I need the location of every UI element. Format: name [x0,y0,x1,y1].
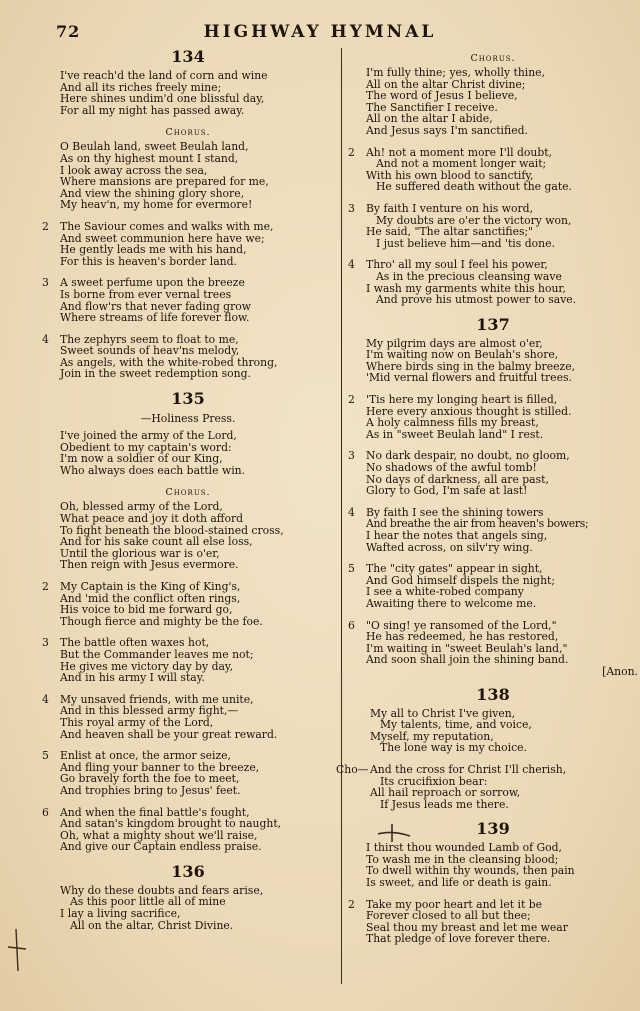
verse-line: And 'mid the conflict often rings, [60,591,241,605]
stanza [348,899,638,945]
verse-line: Ah! not a moment more I'll doubt, [366,145,553,159]
verse-line: Seal thou my breast and let me wear [366,920,568,934]
stanza-number: 3 [348,449,355,463]
verse-line: No dark despair, no doubt, no gloom, [366,449,570,463]
verse-line: Wafted across, on silv'ry wing. [366,540,533,554]
verse-line: He gives me victory day by day, [60,659,234,673]
stanza [42,637,334,683]
verse-line: The Saviour comes and walks with me, [60,219,274,233]
verse-line: Enlist at once, the armor seize, [60,749,231,763]
verse-line: And heaven shall be your great reward. [60,727,278,741]
verse-line: And prove his utmost power to save. [376,293,577,307]
stanza [348,394,638,440]
verse-line: And in this blessed army fight,— [60,704,239,718]
verse-line: Sweet sounds of heav'ns melody, [60,344,240,358]
verse-line: The Sanctifier I receive. [366,100,498,114]
stanza [42,750,334,796]
verse-line: My Captain is the King of King's, [60,580,241,593]
chorus [42,501,334,571]
verse-line: My talents, time, and voice, [380,718,532,732]
verse-line: All on the altar I abide, [366,112,493,126]
verse-line: And flow'rs that never fading grow [60,299,251,313]
stanza-number: 2 [42,219,49,233]
verse-line: I've joined the army of the Lord, [60,429,237,443]
verse-line: A holy calmness fills my breast, [366,416,539,430]
verse-line: A sweet perfume upon the breeze [60,276,245,290]
stanza [348,842,638,888]
verse-line: By faith I venture on his word, [366,201,534,215]
verse-line: By faith I see the shining towers [366,505,544,519]
stanza-number: 2 [348,897,355,911]
stanza [348,507,638,553]
verse-line: I'm now a soldier of our King, [60,452,223,466]
verse-line: And soon shall join the shining band. [366,653,569,667]
stanza [348,450,638,496]
verse-line: All on the altar Christ divine; [366,77,526,91]
verse-line: I've reach'd the land of corn and wine [60,69,268,82]
stanza [42,807,334,853]
verse-line: Oh, blessed army of the Lord, [60,500,223,514]
verse-line: With his own blood to sanctify, [366,168,534,182]
hymn-number: 139 [476,819,510,839]
verse-line: I hear the notes that angels sing, [366,529,548,542]
verse-line: My unsaved friends, with me unite, [60,692,254,706]
verse-line: And in his army I will stay. [60,671,205,685]
chorus-heading: Chorus. [470,53,516,64]
verse-line: To wash me in the cleansing blood; [366,852,559,866]
column-divider [341,48,342,984]
verse-line: He has redeemed, he has restored, [366,630,559,644]
verse-line: The battle often waxes hot, [60,636,210,650]
verse-line: Thro' all my soul I feel his power, [366,258,548,272]
verse-line: And not a moment longer wait; [376,157,547,171]
pencil-mark-icon [4,925,28,975]
verse-line: Forever closed to all but thee; [366,909,531,923]
verse-line: But the Commander leaves me not; [60,647,254,661]
verse-line: As this poor little all of mine [70,895,226,909]
stanza [348,338,638,384]
verse-line: Who always does each battle win. [60,463,246,477]
stanza-number: 3 [42,276,49,290]
stanza [42,885,334,931]
verse-line: "O sing! ye ransomed of the Lord," [366,618,557,632]
verse-line: Oh, what a mighty shout we'll raise, [60,828,258,842]
verse-line: For all my night has passed away. [60,103,245,117]
hymn-number: 137 [476,314,510,334]
verse-line: Glory to God, I'm safe at last! [366,484,528,498]
chorus [348,67,638,137]
verse-line: I wash my garments white this hour, [366,281,566,295]
stanza-number: 6 [42,805,49,819]
verse-line: My all to Christ I've given, [370,706,516,720]
verse-line: I lay a living sacrifice, [60,907,181,921]
verse-line: Here shines undim'd one blissful day, [60,92,265,106]
verse-line: To dwell within thy wounds, then pain [366,864,575,878]
verse-line: Where streams of life forever flow. [60,311,250,325]
verse-line: Awaiting there to welcome me. [366,596,537,610]
hymn-credit: [Anon. [602,664,638,678]
stanza [348,203,638,249]
verse-line: I'm waiting in "sweet Beulah's land," [366,641,568,655]
stanza [42,581,334,627]
verse-line: Is borne from ever vernal trees [60,287,232,301]
verse-line: If Jesus leads me there. [380,797,509,811]
chorus [42,141,334,211]
stanza-number: 5 [348,562,355,576]
stanza [42,694,334,740]
verse-line: Though fierce and mighty be the foe. [60,614,263,628]
stanza-number: 2 [348,145,355,159]
verse-line: Take my poor heart and let it be [366,897,543,911]
verse-line: The zephyrs seem to float to me, [60,332,239,346]
verse-line: I'm fully thine; yes, wholly thine, [366,66,545,79]
stanza-number: 4 [42,692,49,706]
verse-line: His voice to bid me forward go, [60,603,233,617]
chorus [336,762,638,811]
stanza [348,708,638,754]
hymn-number: 136 [171,861,205,881]
verse-line: He suffered death without the gate. [376,180,572,194]
chorus-heading: Chorus. [165,487,211,499]
right-column [336,46,638,955]
verse-line: Where mansions are prepared for me, [60,175,269,189]
verse-line: He gently leads me with his hand, [60,243,247,257]
hymn-author: —Holiness Press. [140,412,236,426]
hymn-number: 138 [476,684,510,704]
verse-line: The "city gates" appear in sight, [366,562,543,576]
verse-line: My pilgrim days are almost o'er, [366,336,543,350]
verse-line: I thirst thou wounded Lamb of God, [366,841,562,855]
stanza-number: 2 [42,580,49,593]
verse-line: For this is heaven's border land. [60,254,237,268]
page-number: 72 [56,22,81,41]
verse-line: My doubts are o'er the victory won, [376,213,572,227]
verse-line: Here every anxious thought is stilled. [366,404,572,418]
verse-line: And fling your banner to the breeze, [60,760,260,774]
verse-line: Go bravely forth the foe to meet, [60,772,240,786]
verse-line: And satan's kingdom brought to naught, [60,817,282,831]
verse-line: Its crucifixion bear: [380,774,488,788]
verse-line: I'm waiting now on Beulah's shore, [366,348,559,362]
pencil-mark-icon [376,822,412,844]
stanza [42,430,334,476]
verse-line: And Jesus says I'm sanctified. [366,123,528,137]
verse-line: I look away across the sea, [60,163,208,177]
verse-line: To fight beneath the blood-stained cross, [60,523,284,537]
verse-line: And view the shining glory shore, [60,186,245,200]
verse-line: All hail reproach or sorrow, [370,786,521,800]
verse-line: And give our Captain endless praise. [60,840,262,854]
verse-line: Where birds sing in the balmy breeze, [366,359,576,373]
stanza-number: 6 [348,618,355,632]
verse-line: As angels, with the white-robed throng, [60,355,278,369]
verse-line: He said, "The altar sanctifies;" [366,225,534,239]
stanza-number: 4 [348,258,355,272]
verse-line: And sweet communion here have we; [60,231,265,245]
verse-line: Obedient to my captain's word: [60,440,232,454]
chorus-label: Cho— [336,762,369,776]
verse-line: As in "sweet Beulah land" I rest. [366,427,544,441]
verse-line: As on thy highest mount I stand, [60,151,239,165]
verse-line: Why do these doubts and fears arise, [60,883,264,897]
stanza [348,563,638,609]
hymn-number: 135 [171,389,205,409]
verse-line: All on the altar, Christ Divine. [70,918,234,932]
stanza [348,620,638,666]
verse-line: O Beulah land, sweet Beulah land, [60,140,249,154]
verse-line: What peace and joy it doth afford [60,512,244,526]
verse-line: Myself, my reputation, [370,729,494,743]
verse-line: 'Mid vernal flowers and fruitful trees. [366,371,572,385]
verse-line: 'Tis here my longing heart is filled, [366,393,558,407]
verse-line: This royal army of the Lord, [60,715,214,729]
stanza-number: 3 [348,201,355,215]
verse-line: Then reign with Jesus evermore. [60,558,239,572]
verse-line: And for his sake count all else loss, [60,535,253,549]
stanza [348,147,638,193]
hymn-number: 134 [171,47,205,66]
verse-line: I just believe him—and 'tis done. [376,236,555,250]
stanza [42,221,334,267]
verse-line: I see a white-robed company [366,585,524,599]
stanza [348,259,638,305]
verse-line: And the cross for Christ I'll cherish, [370,762,567,776]
verse-line: Is sweet, and life or death is gain. [366,876,552,890]
stanza-number: 5 [42,749,49,763]
left-column [42,46,334,941]
stanza-number: 4 [348,505,355,519]
verse-line: And breathe the air from heaven's bowers; [366,517,589,531]
verse-line: The word of Jesus I believe, [366,89,518,103]
chorus-heading: Chorus. [165,127,211,139]
verse-line: Until the glorious war is o'er, [60,546,220,560]
verse-line: And God himself dispels the night; [366,573,556,587]
stanza [42,70,334,116]
stanza [42,277,334,323]
verse-line: No shadows of the awful tomb! [366,461,537,475]
verse-line: And trophies bring to Jesus' feet. [60,783,241,797]
stanza-number: 3 [42,636,49,650]
verse-line: That pledge of love forever there. [366,932,551,946]
stanza [42,334,334,380]
verse-line: And all its riches freely mine; [60,80,222,94]
verse-line: And when the final battle's fought, [60,805,250,819]
verse-line: The lone way is my choice. [380,741,527,755]
verse-line: As in the precious cleansing wave [376,269,562,283]
stanza-number: 2 [348,393,355,407]
running-title: HIGHWAY HYMNAL [203,22,437,42]
stanza-number: 4 [42,332,49,346]
verse-line: Join in the sweet redemption song. [60,367,251,381]
verse-line: No days of darkness, all are past, [366,472,549,486]
verse-line: My heav'n, my home for evermore! [60,198,253,212]
